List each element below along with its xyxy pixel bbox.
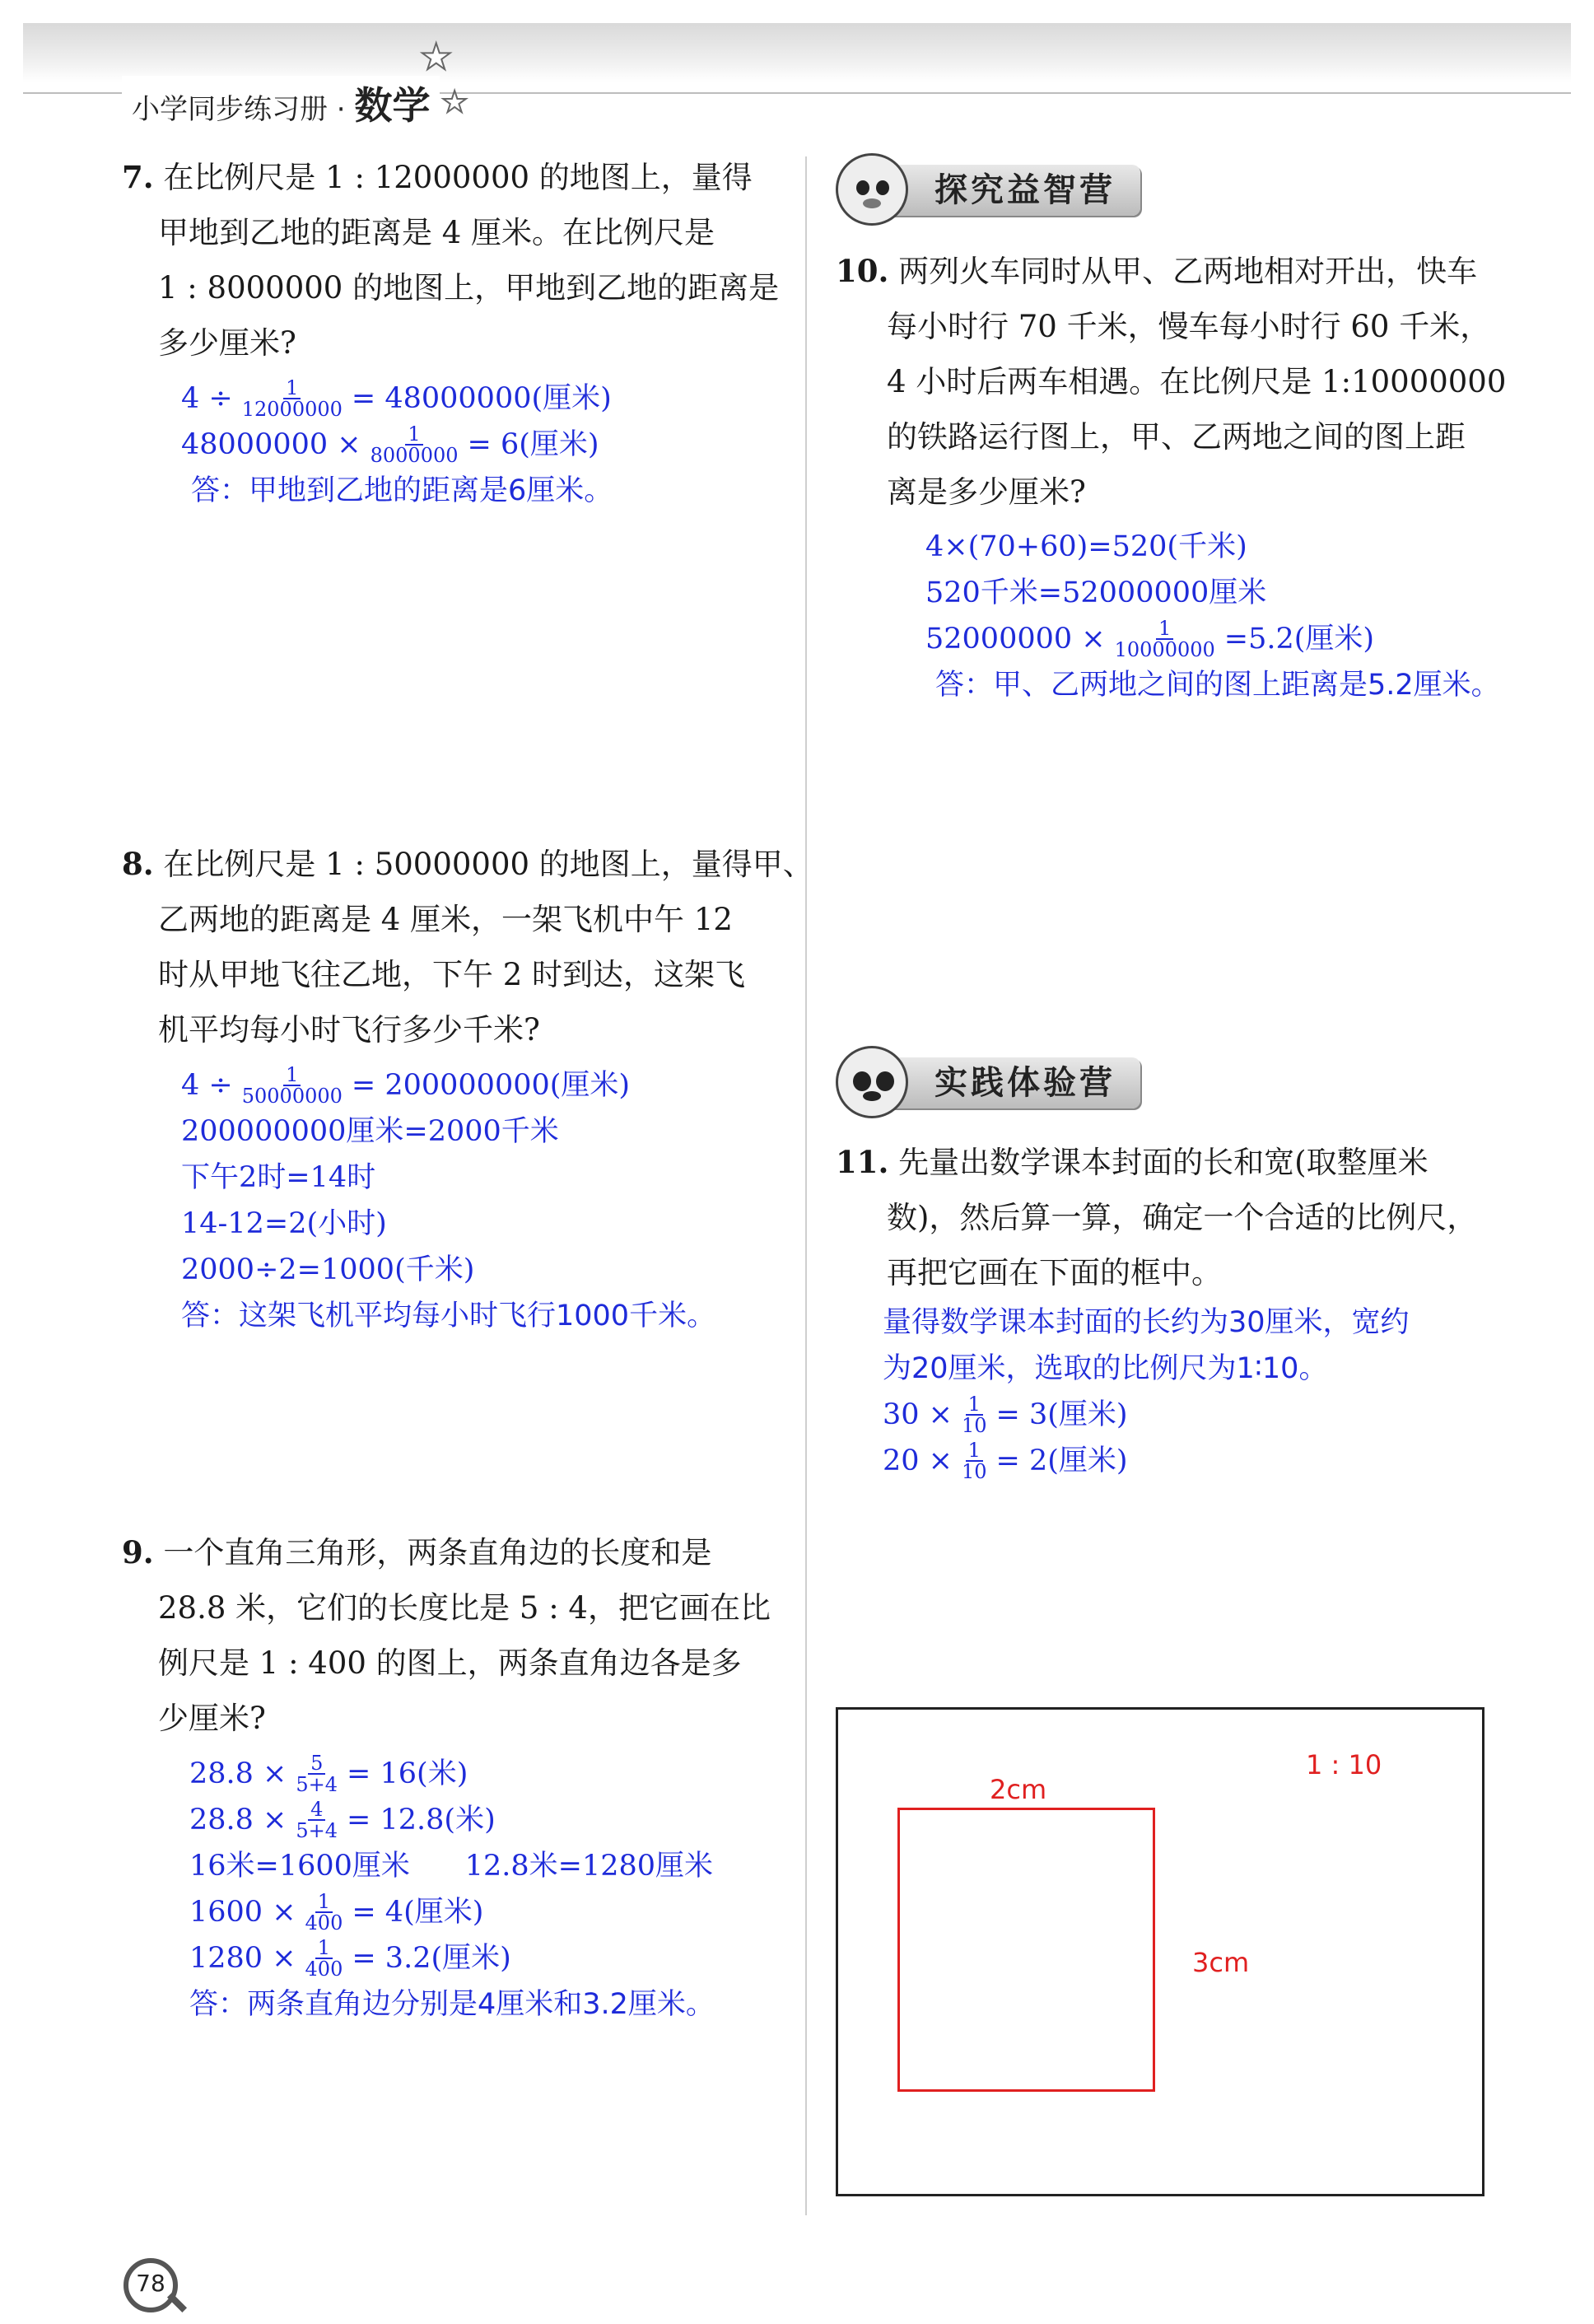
fraction: $\frac{1}{400}$ — [305, 1936, 343, 1981]
question-text: 再把它画在下面的框中。 — [887, 1255, 1222, 1290]
question-number: 10. — [836, 253, 889, 289]
answer-line: 52000000 × $\frac{1}{10000000}$ =5.2(厘米) — [925, 617, 1375, 661]
question-text: 在比例尺是 1 : 50000000 的地图上，量得甲、 — [163, 847, 813, 882]
panda-mascot-icon — [836, 1046, 908, 1118]
answer-line: 16米=1600厘米 12.8米=1280厘米 — [189, 1850, 714, 1883]
page-number-badge — [124, 2258, 189, 2324]
question-text: 在比例尺是 1 : 12000000 的地图上，量得 — [163, 160, 753, 195]
column-divider — [805, 156, 807, 2215]
height-label: 3cm — [1192, 1947, 1250, 1978]
fraction: $\frac{1}{10000000}$ — [1114, 617, 1215, 661]
pig-mascot-icon — [836, 153, 908, 226]
answer-statement: 答：甲地到乙地的距离是6厘米。 — [191, 474, 613, 507]
answer-line: 28.8 × $\frac{4}{5+4}$ = 12.8(米) — [189, 1798, 496, 1842]
answer-line: 14-12=2(小时) — [181, 1207, 387, 1240]
answer-11 — [883, 1300, 1410, 1484]
question-text: 少厘米? — [158, 1701, 266, 1736]
section-banner-practice — [836, 1046, 1182, 1118]
star-icon-small: ★ — [441, 86, 468, 119]
answer-7 — [181, 376, 613, 514]
question-11 — [836, 1135, 1477, 1300]
question-7 — [122, 150, 779, 371]
scale-label: 1 : 10 — [1306, 1749, 1382, 1780]
width-label: 2cm — [990, 1774, 1047, 1805]
section-banner-explore — [836, 153, 1182, 226]
answer-line: 为20厘米，选取的比例尺为1∶10。 — [883, 1352, 1328, 1385]
section-title: 探究益智营 — [885, 165, 1140, 216]
book-cover-scale-drawing — [897, 1808, 1155, 2092]
answer-line: 48000000 × $\frac{1}{8000000}$ = 6(厘米) — [181, 422, 599, 467]
answer-8 — [181, 1062, 715, 1339]
question-text: 离是多少厘米? — [887, 474, 1086, 510]
answer-line: 20 × $\frac{1}{10}$ = 2(厘米) — [883, 1439, 1128, 1483]
book-subject: 数学 — [354, 83, 431, 128]
answer-statement: 答：甲、乙两地之间的图上距离是5.2厘米。 — [935, 669, 1500, 702]
question-text: 多少厘米? — [158, 325, 296, 361]
question-text: 4 小时后两车相遇。在比例尺是 1:10000000 — [887, 364, 1507, 399]
question-number: 9. — [122, 1534, 154, 1570]
book-series: 小学同步练习册 · — [132, 93, 355, 126]
question-number: 11. — [836, 1144, 889, 1180]
question-text: 两列火车同时从甲、乙两地相对开出，快车 — [898, 254, 1478, 289]
question-8 — [122, 837, 813, 1057]
fraction: $\frac{1}{10}$ — [962, 1439, 987, 1483]
question-text: 数)，然后算一算，确定一个合适的比例尺， — [887, 1200, 1478, 1235]
question-text: 先量出数学课本封面的长和宽(取整厘米 — [898, 1145, 1429, 1180]
answer-line: 30 × $\frac{1}{10}$ = 3(厘米) — [883, 1393, 1128, 1437]
question-text: 甲地到乙地的距离是 4 厘米。在比例尺是 — [158, 215, 715, 250]
answer-line: 2000÷2=1000(千米) — [181, 1253, 475, 1286]
answer-line: 下午2时=14时 — [181, 1161, 376, 1194]
fraction: $\frac{1}{12000000}$ — [241, 376, 343, 421]
answer-line: 1280 × $\frac{1}{400}$ = 3.2(厘米) — [189, 1936, 511, 1981]
fraction: $\frac{5}{5+4}$ — [296, 1752, 338, 1796]
question-text: 乙两地的距离是 4 厘米，一架飞机中午 12 — [158, 902, 733, 937]
question-10 — [836, 244, 1506, 520]
question-text: 时从甲地飞往乙地，下午 2 时到达，这架飞 — [158, 957, 746, 992]
question-text: 一个直角三角形，两条直角边的长度和是 — [163, 1535, 712, 1570]
question-text: 的铁路运行图上，甲、乙两地之间的图上距 — [887, 419, 1466, 455]
question-text: 例尺是 1 : 400 的图上，两条直角边各是多 — [158, 1645, 742, 1681]
page-number: 78 — [136, 2270, 165, 2297]
answer-statement: 答：两条直角边分别是4厘米和3.2厘米。 — [189, 1988, 715, 2021]
question-text: 1 : 8000000 的地图上，甲地到乙地的距离是 — [158, 270, 780, 306]
answer-line: 4×(70+60)=520(千米) — [925, 530, 1247, 563]
fraction: $\frac{1}{400}$ — [305, 1890, 343, 1934]
answer-line: 28.8 × $\frac{5}{5+4}$ = 16(米) — [189, 1752, 468, 1796]
question-text: 每小时行 70 千米，慢车每小时行 60 千米， — [887, 309, 1491, 344]
question-number: 7. — [122, 159, 154, 195]
section-title: 实践体验营 — [885, 1057, 1140, 1108]
answer-line: 量得数学课本封面的长约为30厘米，宽约 — [883, 1306, 1410, 1339]
answer-statement: 答：这架飞机平均每小时飞行1000千米。 — [181, 1300, 716, 1332]
fraction: $\frac{1}{50000000}$ — [241, 1063, 343, 1108]
book-title — [122, 76, 440, 130]
answer-line: 200000000厘米=2000千米 — [181, 1115, 559, 1148]
answer-line: 4 ÷ $\frac{1}{50000000}$ = 200000000(厘米) — [181, 1063, 631, 1108]
question-text: 28.8 米，它们的长度比是 5 : 4，把它画在比 — [158, 1590, 771, 1626]
answer-line: 4 ÷ $\frac{1}{12000000}$ = 48000000(厘米) — [181, 376, 612, 421]
answer-9 — [189, 1751, 715, 2028]
answer-10 — [925, 524, 1500, 708]
fraction: $\frac{4}{5+4}$ — [296, 1798, 338, 1842]
answer-line: 1600 × $\frac{1}{400}$ = 4(厘米) — [189, 1890, 484, 1934]
fraction: $\frac{1}{8000000}$ — [370, 422, 459, 467]
fraction: $\frac{1}{10}$ — [962, 1393, 987, 1437]
header-band — [23, 23, 1571, 82]
question-number: 8. — [122, 846, 154, 882]
star-icon: ★ — [420, 36, 453, 78]
answer-line: 520千米=52000000厘米 — [925, 576, 1267, 609]
question-9 — [122, 1525, 771, 1746]
question-text: 机平均每小时飞行多少千米? — [158, 1012, 540, 1048]
